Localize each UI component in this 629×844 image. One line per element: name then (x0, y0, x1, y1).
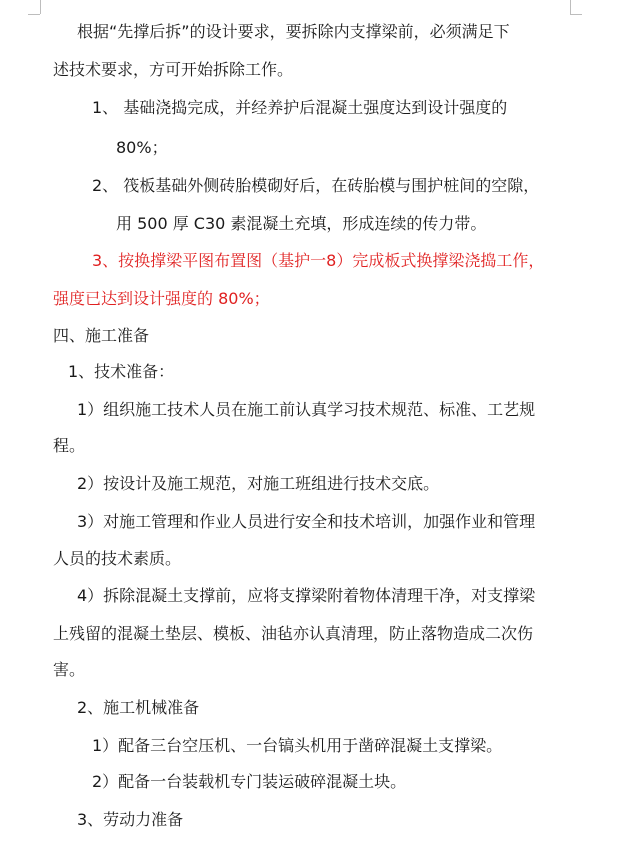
paragraph-intro-line: 根据“先撑后拆”的设计要求，要拆除内支撑梁前，必须满足下 (77, 22, 510, 41)
list-item: 2）按设计及施工规范，对施工班组进行技术交底。 (77, 474, 440, 493)
subsection-heading: 2、施工机械准备 (77, 698, 200, 717)
list-item-cont: 人员的技术素质。 (53, 549, 182, 568)
list-item: 4）拆除混凝土支撑前，应将支撑梁附着物体清理干净，对支撑梁 (77, 586, 536, 605)
subsection-heading: 1、技术准备： (68, 362, 175, 381)
requirement-2: 2、 筏板基础外侧砖胎模砌好后，在砖胎模与围护桩间的空隙， (92, 176, 540, 195)
list-item: 1）配备三台空压机、一台镐头机用于凿碎混凝土支撑梁。 (92, 736, 503, 755)
list-item: 2）配备一台装载机专门装运破碎混凝土块。 (92, 772, 407, 791)
requirement-3-highlight-cont: 强度已达到设计强度的 80%； (53, 289, 270, 308)
subsection-heading: 3、劳动力准备 (77, 810, 184, 829)
list-item-cont: 害。 (53, 660, 86, 679)
list-item-cont: 程。 (53, 436, 86, 455)
section-heading: 四、施工准备 (53, 326, 150, 345)
crop-mark-top-right (570, 0, 571, 14)
crop-mark-top-left (40, 0, 41, 14)
requirement-1-cont: 80%； (116, 138, 168, 157)
list-item: 3）对施工管理和作业人员进行安全和技术培训，加强作业和管理 (77, 512, 536, 531)
list-item: 1）组织施工技术人员在施工前认真学习技术规范、标准、工艺规 (77, 400, 536, 419)
crop-mark-top-left (28, 14, 40, 15)
requirement-3-highlight: 3、按换撑梁平图布置图（基护一8）完成板式换撑梁浇捣工作， (92, 251, 545, 270)
crop-mark-top-right (570, 14, 582, 15)
requirement-1: 1、 基础浇捣完成，并经养护后混凝土强度达到设计强度的 (92, 98, 508, 117)
list-item-cont: 上残留的混凝土垫层、模板、油毡亦认真清理，防止落物造成二次伤 (53, 624, 534, 643)
paragraph-intro-line: 述技术要求，方可开始拆除工作。 (53, 60, 294, 79)
requirement-2-cont: 用 500 厚 C30 素混凝土充填，形成连续的传力带。 (116, 214, 487, 233)
